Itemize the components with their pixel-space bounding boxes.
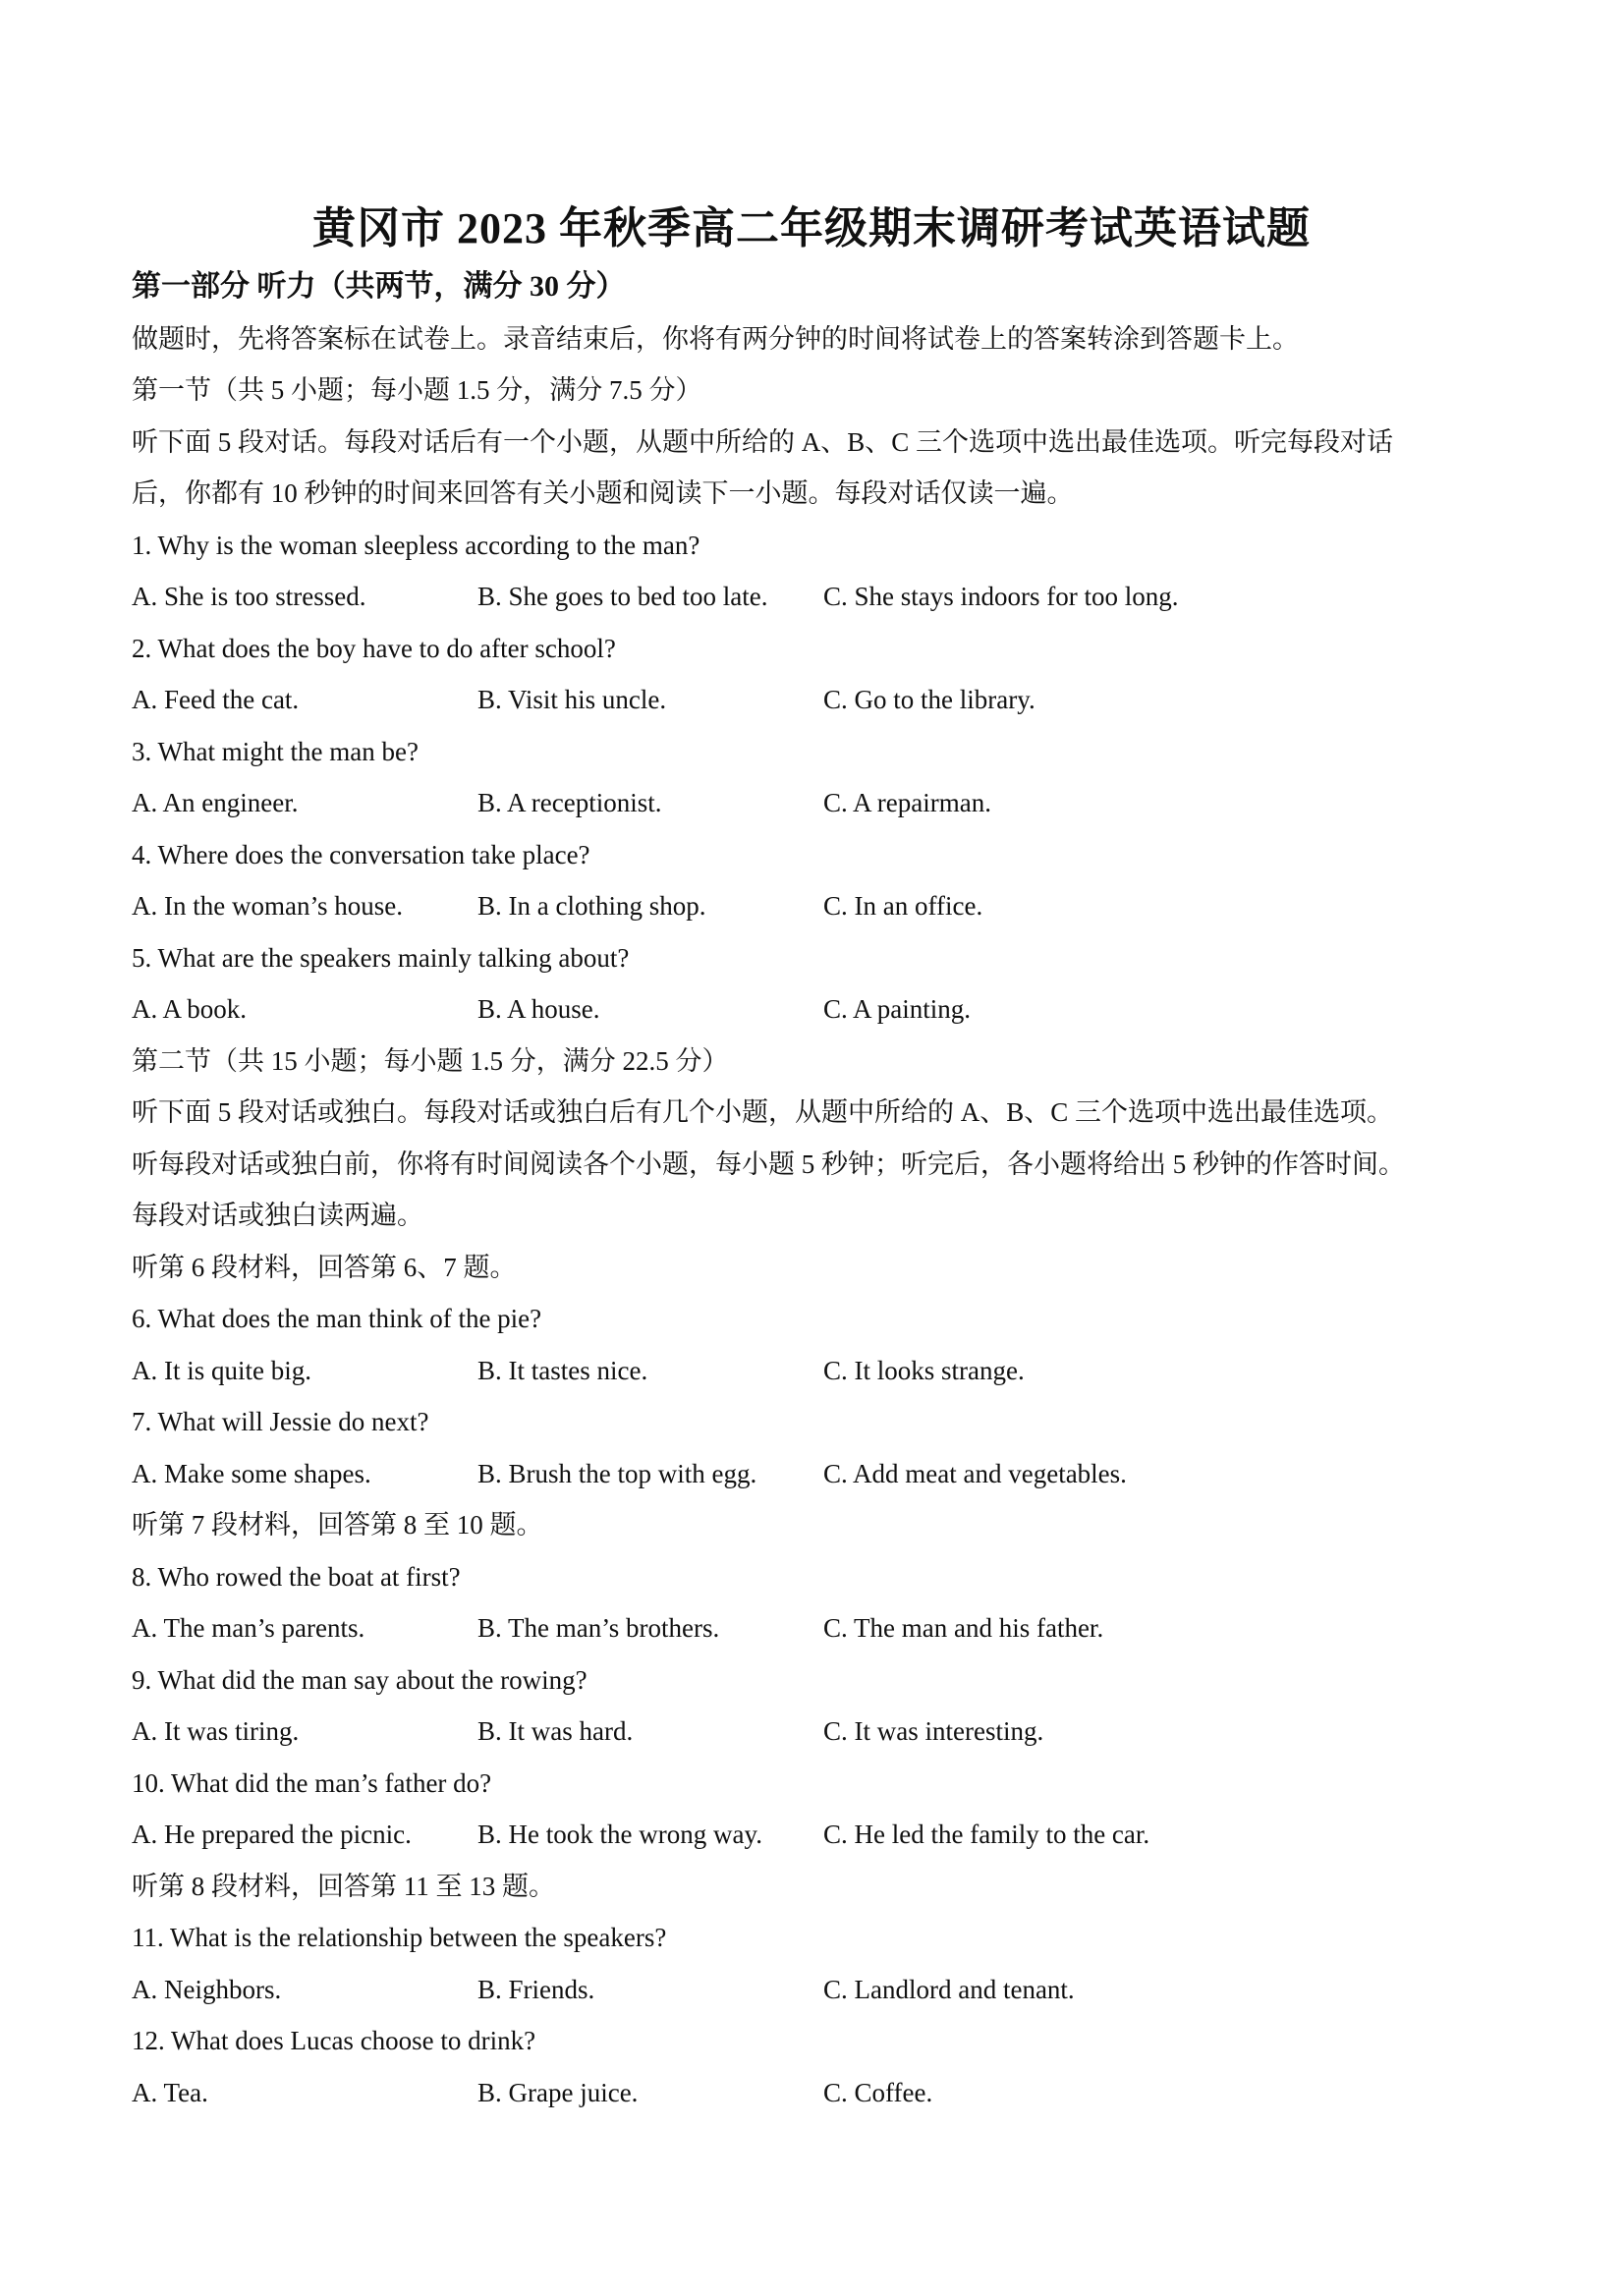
option-b: B. It tastes nice.	[477, 1355, 648, 1385]
option-c: C. Go to the library.	[823, 685, 1035, 714]
option-b: B. It was hard.	[477, 1716, 634, 1746]
question-text: 6. What does the man think of the pie?	[132, 1304, 542, 1333]
option-a: A. Feed the cat.	[132, 685, 300, 714]
exam-content	[132, 261, 1507, 2118]
section2-heading: 第二节（共 15 小题；每小题 1.5 分，满分 22.5 分）	[132, 1045, 729, 1076]
option-b: B. Visit his uncle.	[477, 685, 667, 714]
option-a: A. An engineer.	[132, 788, 299, 817]
answer-options	[132, 1809, 1507, 1861]
question-text: 10. What did the man’s father do?	[132, 1767, 492, 1798]
option-c: C. A repairman.	[823, 788, 991, 817]
option-a: A. She is too stressed.	[132, 582, 366, 611]
question-text: 8. Who rowed the boat at first?	[132, 1561, 461, 1592]
question-text: 1. Why is the woman sleepless according to the man?	[132, 530, 700, 560]
option-c: C. Coffee.	[823, 2077, 933, 2107]
option-a: A. It is quite big.	[132, 1355, 311, 1385]
option-b: B. She goes to bed too late.	[477, 582, 768, 611]
answer-options	[132, 571, 1507, 623]
option-a: A. It was tiring.	[132, 1716, 300, 1746]
option-a: A. Neighbors.	[132, 1974, 282, 2004]
material-note: 听第 6 段材料，回答第 6、7 题。	[132, 1252, 517, 1282]
option-c: C. It looks strange.	[823, 1355, 1025, 1385]
material-note: 听第 8 段材料，回答第 11 至 13 题。	[132, 1871, 555, 1901]
option-b: B. A receptionist.	[477, 788, 662, 817]
question-text: 12. What does Lucas choose to drink?	[132, 2026, 536, 2055]
answer-options	[132, 2067, 1507, 2119]
option-a: A. He prepared the picnic.	[132, 1820, 412, 1849]
option-c: C. She stays indoors for too long.	[823, 582, 1179, 611]
exam-title: 黄冈市 2023 年秋季高二年级期末调研考试英语试题	[312, 204, 1311, 252]
part-heading: 第一部分 听力（共两节，满分 30 分）	[132, 270, 626, 303]
option-c: C. Add meat and vegetables.	[823, 1458, 1127, 1488]
option-a: A. Make some shapes.	[132, 1458, 371, 1488]
instructions: 做题时，先将答案标在试卷上。录音结束后，你将有两分钟的时间将试卷上的答案转涂到答题卡上。	[132, 323, 1299, 354]
question-text: 2. What does the boy have to do after school?	[132, 633, 616, 663]
material-note: 听第 7 段材料，回答第 8 至 10 题。	[132, 1510, 543, 1540]
option-b: B. Grape juice.	[477, 2077, 639, 2107]
question-text: 7. What will Jessie do next?	[132, 1407, 429, 1436]
option-b: B. Friends.	[477, 1974, 595, 2004]
option-a: A. Tea.	[132, 2077, 208, 2107]
answer-options	[132, 1602, 1507, 1654]
answer-options	[132, 1448, 1507, 1500]
answer-options	[132, 1964, 1507, 2016]
question-text: 5. What are the speakers mainly talking about?	[132, 942, 630, 973]
option-b: B. A house.	[477, 994, 600, 1024]
question-text: 11. What is the relationship between the speakers?	[132, 1923, 667, 1952]
option-c: C. He led the family to the car.	[823, 1820, 1150, 1849]
section1-directions-line: 后，你都有 10 秒钟的时间来回答有关小题和阅读下一小题。每段对话仅读一遍。	[132, 478, 1074, 508]
option-c: C. Landlord and tenant.	[823, 1974, 1075, 2004]
answer-options	[132, 880, 1507, 932]
question-text: 4. Where does the conversation take place?	[132, 839, 590, 869]
option-b: B. The man’s brothers.	[477, 1613, 720, 1643]
option-b: B. In a clothing shop.	[477, 891, 706, 921]
answer-options	[132, 1706, 1507, 1758]
option-b: B. Brush the top with egg.	[477, 1458, 757, 1488]
option-c: C. A painting.	[823, 994, 972, 1024]
answer-options	[132, 1345, 1507, 1397]
section2-directions-line: 每段对话或独白读两遍。	[132, 1201, 423, 1230]
option-c: C. The man and his father.	[823, 1613, 1104, 1643]
question-text: 3. What might the man be?	[132, 736, 419, 766]
option-a: A. A book.	[132, 994, 248, 1024]
section2-directions-line: 听每段对话或独白前，你将有时间阅读各个小题，每小题 5 秒钟；听完后，各小题将给出 5 秒钟的作答时间。	[132, 1148, 1405, 1179]
option-c: C. It was interesting.	[823, 1716, 1044, 1746]
option-a: A. The man’s parents.	[132, 1613, 365, 1643]
answer-options	[132, 777, 1507, 829]
section1-heading: 第一节（共 5 小题；每小题 1.5 分，满分 7.5 分）	[132, 375, 702, 405]
answer-options	[132, 983, 1507, 1036]
option-b: B. He took the wrong way.	[477, 1820, 762, 1849]
option-a: A. In the woman’s house.	[132, 891, 403, 921]
section1-directions-line: 听下面 5 段对话。每段对话后有一个小题，从题中所给的 A、B、C 三个选项中选出最佳选项。听完每段对话	[132, 426, 1394, 457]
section2-directions-line: 听下面 5 段对话或独白。每段对话或独白后有几个小题，从题中所给的 A、B、C 三个选项中选出最佳选项。	[132, 1097, 1394, 1127]
answer-options	[132, 674, 1507, 726]
question-text: 9. What did the man say about the rowing?	[132, 1664, 588, 1695]
option-c: C. In an office.	[823, 891, 983, 921]
